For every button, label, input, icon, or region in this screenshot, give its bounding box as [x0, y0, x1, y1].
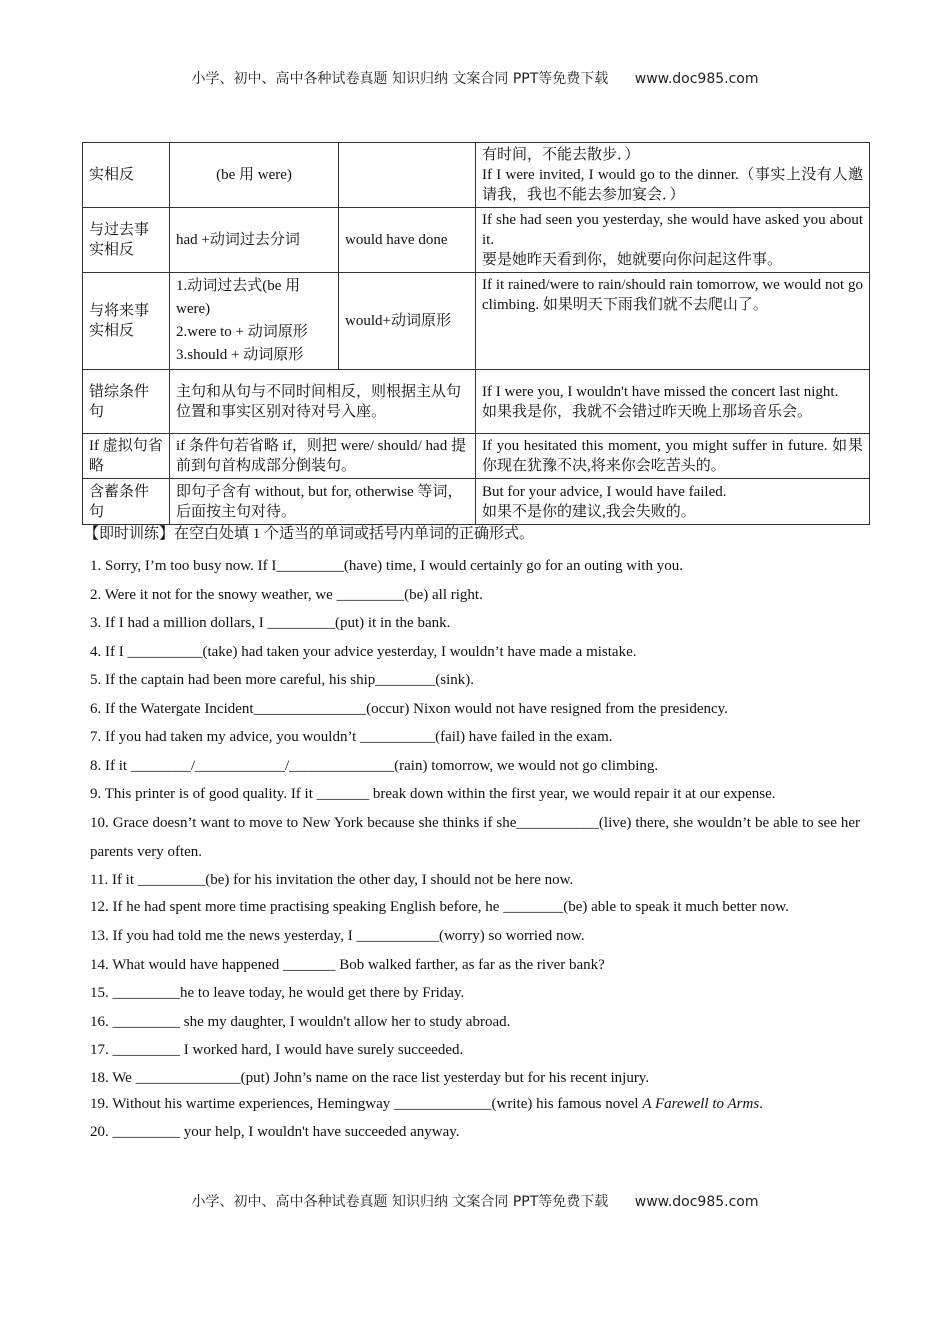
- table-row: [83, 273, 870, 370]
- example-line: 如果不是你的建议,我会失败的。: [482, 503, 696, 520]
- table-row: [83, 434, 870, 479]
- if-clause-form: [170, 273, 339, 370]
- exercise-item: 20. _________ your help, I wouldn't have succeeded anyway.: [90, 1123, 460, 1140]
- if-clause-line: 1.动词过去式(be 用 were): [176, 278, 301, 317]
- example-line: If I were invited, I would go to the dinner.（事实上没有人邀请我，我也不能去参加宴会．）: [482, 167, 863, 203]
- exercise-item: 6. If the Watergate Incident_______________(occur) Nixon would not have resigned from the presidency.: [90, 700, 728, 717]
- if-clause-line: 2.were to + 动词原形: [176, 324, 308, 340]
- page-header: [0, 68, 950, 88]
- row-type: 含蓄条件句: [83, 479, 170, 525]
- row-type: 与过去事实相反: [83, 208, 170, 273]
- example-line: If it rained/were to rain/should rain tomorrow, we would not go climbing. 如果明天下雨我们就不去爬山了。: [482, 277, 863, 313]
- exercise-list: [90, 552, 860, 1146]
- example-line: If you hesitated this moment, you might suffer in future. 如果你现在犹豫不决,将来你会吃苦头的。: [482, 438, 863, 474]
- exercise-item: 13. If you had told me the news yesterday, I ___________(worry) so worried now.: [90, 928, 585, 944]
- page-footer: [0, 1191, 950, 1211]
- novel-title: A Farewell to Arms: [642, 1096, 760, 1112]
- exercise-item: 12. If he had spent more time practising speaking English before, he ________(be) able to speak it much better now.: [90, 899, 789, 915]
- exercise-item: 18. We ______________(put) John’s name on the race list yesterday but for his recent injury.: [90, 1069, 650, 1086]
- example-cell: [476, 143, 870, 208]
- if-clause-line: 3.should + 动词原形: [176, 347, 304, 363]
- example-line: If she had seen you yesterday, she would have asked you about it.: [482, 212, 863, 248]
- row-type: 实相反: [83, 143, 170, 208]
- example-line: 如果我是你，我就不会错过昨天晚上那场音乐会。: [482, 403, 813, 420]
- exercise-item: 5. If the captain had been more careful, his ship________(sink).: [90, 672, 475, 688]
- exercise-item: 14. What would have happened _______ Bob walked farther, as far as the river bank?: [90, 956, 605, 973]
- example-line: If I were you, I wouldn't have missed the concert last night.: [482, 383, 839, 400]
- example-cell: [476, 434, 870, 479]
- exercise-item: 7. If you had taken my advice, you wouldn’t __________(fail) have failed in the exam.: [90, 729, 613, 745]
- row-type: 与将来事实相反: [83, 273, 170, 370]
- rule-description: if 条件句若省略 if，则把 were/ should/ had 提前到句首构成部分倒装句。: [170, 434, 476, 479]
- if-clause-form: (be 用 were): [170, 143, 339, 208]
- example-cell: [476, 208, 870, 273]
- example-line: 要是她昨天看到你，她就要向你问起这件事。: [482, 252, 783, 268]
- exercise-item: 1. Sorry, I’m too busy now. If I_________(have) time, I would certainly go for an outing with you.: [90, 558, 683, 574]
- rule-description: 即句子含有 without, but for, otherwise 等词，后面按主句对待。: [170, 479, 476, 525]
- row-type: 错综条件句: [83, 370, 170, 434]
- example-cell: [476, 370, 870, 434]
- exercise-item: 10. Grace doesn’t want to move to New York because she thinks if she___________(live) there, she wouldn’t be able to see her parents very often.: [90, 814, 860, 860]
- footer-site-link[interactable]: www.doc985.com: [634, 1194, 759, 1210]
- exercise-item: 15. _________he to leave today, he would get there by Friday.: [90, 985, 465, 1001]
- footer-text: 小学、初中、高中各种试卷真题 知识归纳 文案合同 PPT等免费下载: [191, 1194, 609, 1210]
- exercise-item: 3. If I had a million dollars, I _________(put) it in the bank.: [90, 615, 451, 631]
- exercise-text: .: [759, 1096, 763, 1112]
- example-line: But for your advice, I would have failed.: [482, 483, 727, 500]
- exercise-item: 8. If it ________/____________/______________(rain) tomorrow, we would not go climbing.: [90, 757, 659, 774]
- main-clause-form: [339, 143, 476, 208]
- exercise-item: 17. _________ I worked hard, I would have surely succeeded.: [90, 1042, 464, 1058]
- example-line: 有时间，不能去散步．）: [482, 147, 640, 163]
- exercise-item: 4. If I __________(take) had taken your advice yesterday, I wouldn’t have made a mistake.: [90, 643, 637, 660]
- main-clause-form: would have done: [339, 208, 476, 273]
- exercise-item: 2. Were it not for the snowy weather, we _________(be) all right.: [90, 586, 483, 603]
- table-row: [83, 208, 870, 273]
- example-cell: [476, 273, 870, 370]
- rule-description: 主句和从句与不同时间相反，则根据主从句位置和事实区别对待对号入座。: [170, 370, 476, 434]
- exercise-text: 19. Without his wartime experiences, Hemingway _____________(write) his famous novel: [90, 1096, 643, 1112]
- table-row: [83, 370, 870, 434]
- exercise-item: 16. _________ she my daughter, I wouldn't allow her to study abroad.: [90, 1013, 511, 1030]
- exercise-item: [90, 1091, 860, 1118]
- example-cell: [476, 479, 870, 525]
- header-text: 小学、初中、高中各种试卷真题 知识归纳 文案合同 PPT等免费下载: [191, 71, 609, 87]
- subjunctive-grammar-table: [82, 142, 870, 525]
- if-clause-form: had +动词过去分词: [170, 208, 339, 273]
- exercise-title: 【即时训练】在空白处填 1 个适当的单词或括号内单词的正确形式。: [84, 526, 535, 542]
- exercise-item: 9. This printer is of good quality. If it _______ break down within the first year, we would repair it at our expense.: [90, 786, 776, 802]
- exercise-item: 11. If it _________(be) for his invitation the other day, I should not be here now.: [90, 871, 574, 888]
- table-row: [83, 479, 870, 525]
- row-type: If 虚拟句省略: [83, 434, 170, 479]
- header-site-link[interactable]: www.doc985.com: [634, 71, 759, 87]
- table-row: [83, 143, 870, 208]
- main-clause-form: would+动词原形: [339, 273, 476, 370]
